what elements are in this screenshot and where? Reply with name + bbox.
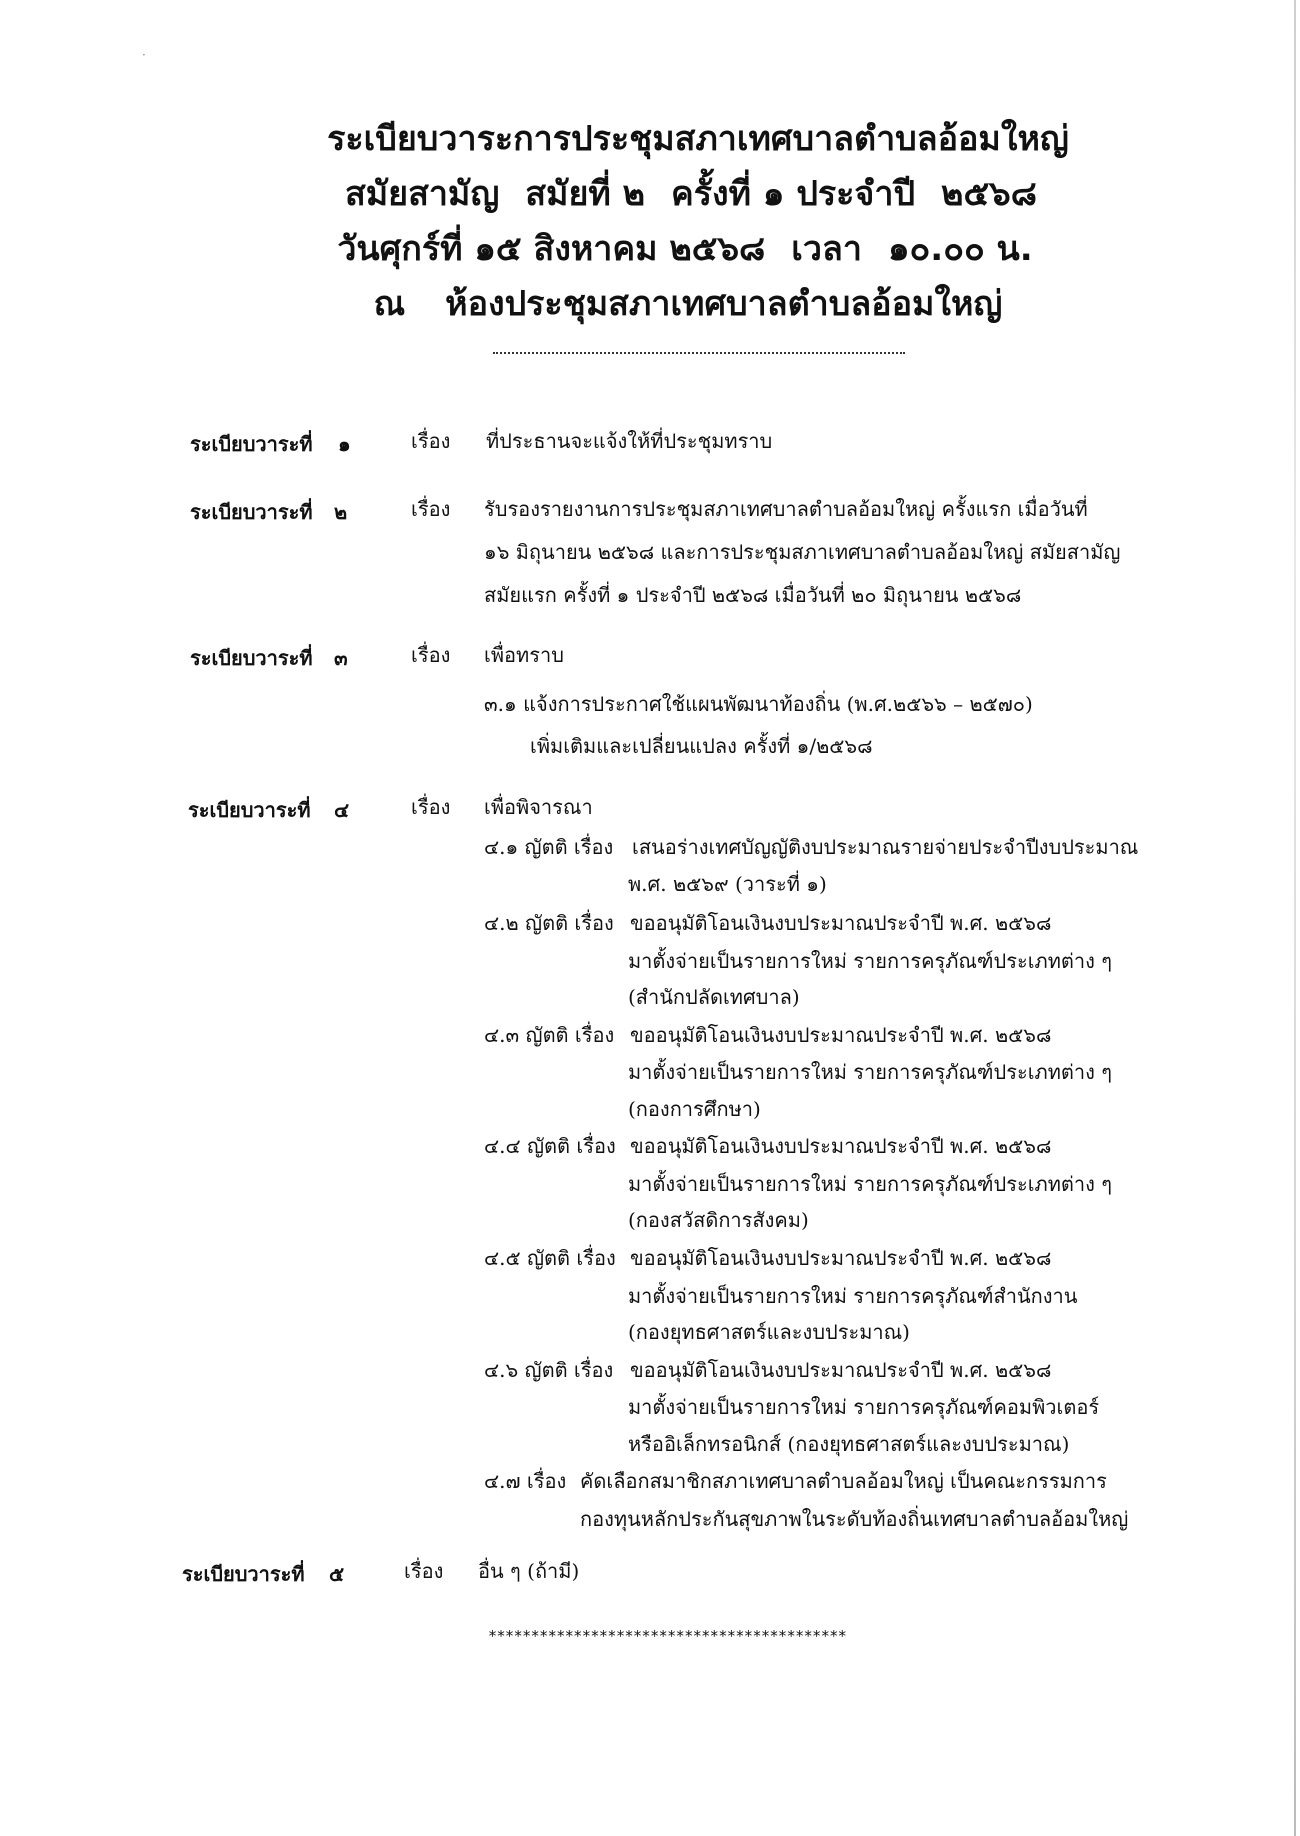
agenda-item-3-1-line-2: เพิ่มเติมและเปลี่ยนแปลง ครั้งที่ ๑/๒๕๖๘ bbox=[530, 734, 873, 758]
motion-4-3-head: ๔.๓ ญัตติ เรื่อง bbox=[484, 1023, 615, 1047]
item-4-7-line-2: กองทุนหลักประกันสุขภาพในระดับท้องถิ่นเทศบาลตำบลอ้อมใหญ่ bbox=[580, 1507, 1129, 1531]
item-4-7-head: ๔.๗ เรื่อง bbox=[484, 1469, 567, 1493]
agenda-item-5-number: ๕ bbox=[329, 1562, 345, 1586]
at-label: ณ bbox=[373, 284, 406, 324]
title-line-3 bbox=[70, 222, 1300, 277]
motion-4-4-line-3: (กองสวัสดิการสังคม) bbox=[628, 1208, 809, 1232]
agenda-item-3-label: ระเบียบวาระที่ bbox=[190, 646, 313, 670]
title-block bbox=[0, 112, 1300, 332]
motion-4-1-line-1: เสนอร่างเทศบัญญัติงบประมาณรายจ่ายประจำปีงบประมาณ bbox=[632, 835, 1139, 859]
time-label: เวลา bbox=[791, 229, 862, 269]
motion-4-5-line-1: ขออนุมัติโอนเงินงบประมาณประจำปี พ.ศ. ๒๕๖๘ bbox=[630, 1246, 1052, 1270]
agenda-item-5-label: ระเบียบวาระที่ bbox=[182, 1562, 305, 1586]
agenda-item-3-text: เพื่อทราบ bbox=[484, 643, 564, 667]
agenda-item-4-label: ระเบียบวาระที่ bbox=[188, 798, 311, 822]
session-number: สมัยที่ ๒ bbox=[525, 174, 646, 214]
motion-4-2-line-3: (สำนักปลัดเทศบาล) bbox=[628, 985, 800, 1009]
agenda-item-2-subject-word: เรื่อง bbox=[411, 497, 451, 521]
motion-4-2-head: ๔.๒ ญัตติ เรื่อง bbox=[484, 911, 614, 935]
motion-4-4-line-2: มาตั้งจ่ายเป็นรายการใหม่ รายการครุภัณฑ์ประเภทต่าง ๆ bbox=[628, 1172, 1113, 1196]
motion-4-2-line-2: มาตั้งจ่ายเป็นรายการใหม่ รายการครุภัณฑ์ประเภทต่าง ๆ bbox=[628, 949, 1113, 973]
agenda-item-2-line-1: รับรองรายงานการประชุมสภาเทศบาลตำบลอ้อมใหญ่ ครั้งแรก เมื่อวันที่ bbox=[484, 497, 1088, 521]
agenda-item-5-subject-word: เรื่อง bbox=[404, 1559, 444, 1583]
agenda-item-5-text: อื่น ๆ (ถ้ามี) bbox=[478, 1559, 580, 1583]
meeting-year: ๒๕๖๘ bbox=[941, 174, 1037, 214]
motion-4-6-head: ๔.๖ ญัตติ เรื่อง bbox=[484, 1358, 614, 1382]
motion-4-6-line-3: หรืออิเล็กทรอนิกส์ (กองยุทธศาสตร์และงบประมาณ) bbox=[628, 1432, 1070, 1456]
agenda-item-3-1-line-1: ๓.๑ แจ้งการประกาศใช้แผนพัฒนาท้องถิ่น (พ.ศ.๒๕๖๖ – ๒๕๗๐) bbox=[484, 692, 1033, 716]
scan-speck: · bbox=[142, 48, 146, 62]
motion-4-1-head: ๔.๑ ญัตติ เรื่อง bbox=[484, 835, 614, 859]
agenda-item-4-text: เพื่อพิจารณา bbox=[484, 795, 593, 819]
agenda-item-2-line-3: สมัยแรก ครั้งที่ ๑ ประจำปี ๒๕๖๘ เมื่อวันที่ ๒๐ มิถุนายน ๒๕๖๘ bbox=[484, 583, 1022, 607]
motion-4-5-head: ๔.๕ ญัตติ เรื่อง bbox=[484, 1246, 616, 1270]
motion-4-3-line-1: ขออนุมัติโอนเงินงบประมาณประจำปี พ.ศ. ๒๕๖๘ bbox=[630, 1023, 1052, 1047]
item-4-7-line-1: คัดเลือกสมาชิกสภาเทศบาลตำบลอ้อมใหญ่ เป็นคณะกรรมการ bbox=[580, 1469, 1107, 1493]
agenda-item-3-number: ๓ bbox=[334, 646, 348, 670]
agenda-item-1-subject-word: เรื่อง bbox=[411, 429, 451, 453]
title-line-4 bbox=[76, 277, 1300, 332]
session-type: สมัยสามัญ bbox=[344, 174, 500, 214]
meeting-date: วันศุกร์ที่ ๑๕ สิงหาคม ๒๕๖๘ bbox=[337, 229, 766, 269]
agenda-item-2-label: ระเบียบวาระที่ bbox=[190, 500, 313, 524]
agenda-item-4-number: ๔ bbox=[334, 798, 350, 822]
motion-4-1-line-2: พ.ศ. ๒๕๖๙ (วาระที่ ๑) bbox=[628, 872, 827, 896]
agenda-item-1-number: ๑ bbox=[338, 432, 351, 456]
meeting-time: ๑๐.๐๐ น. bbox=[887, 229, 1033, 269]
end-of-document-stars: ****************************************** bbox=[488, 1627, 847, 1645]
motion-4-6-line-1: ขออนุมัติโอนเงินงบประมาณประจำปี พ.ศ. ๒๕๖๘ bbox=[630, 1358, 1052, 1382]
meeting-number: ครั้งที่ ๑ ประจำปี bbox=[671, 174, 916, 214]
meeting-agenda-title: ระเบียบวาระการประชุมสภาเทศบาลตำบลอ้อมใหญ่ bbox=[327, 119, 1069, 159]
motion-4-5-line-3: (กองยุทธศาสตร์และงบประมาณ) bbox=[628, 1320, 910, 1344]
motion-4-5-line-2: มาตั้งจ่ายเป็นรายการใหม่ รายการครุภัณฑ์สำนักงาน bbox=[628, 1284, 1078, 1308]
motion-4-2-line-1: ขออนุมัติโอนเงินงบประมาณประจำปี พ.ศ. ๒๕๖๘ bbox=[630, 911, 1052, 935]
title-line-2 bbox=[82, 167, 1300, 222]
agenda-item-2-line-2: ๑๖ มิถุนายน ๒๕๖๘ และการประชุมสภาเทศบาลตำบลอ้อมใหญ่ สมัยสามัญ bbox=[484, 540, 1121, 564]
agenda-item-3-subject-word: เรื่อง bbox=[411, 643, 451, 667]
motion-4-3-line-2: มาตั้งจ่ายเป็นรายการใหม่ รายการครุภัณฑ์ประเภทต่าง ๆ bbox=[628, 1060, 1113, 1084]
motion-4-6-line-2: มาตั้งจ่ายเป็นรายการใหม่ รายการครุภัณฑ์คอมพิวเตอร์ bbox=[628, 1395, 1100, 1419]
title-divider bbox=[493, 352, 905, 354]
motion-4-3-line-3: (กองการศึกษา) bbox=[628, 1097, 761, 1121]
motion-4-4-line-1: ขออนุมัติโอนเงินงบประมาณประจำปี พ.ศ. ๒๕๖๘ bbox=[630, 1134, 1052, 1158]
title-line-1 bbox=[96, 112, 1300, 167]
meeting-venue: ห้องประชุมสภาเทศบาลตำบลอ้อมใหญ่ bbox=[445, 284, 1003, 324]
motion-4-4-head: ๔.๔ ญัตติ เรื่อง bbox=[484, 1134, 616, 1158]
agenda-item-4-subject-word: เรื่อง bbox=[411, 795, 451, 819]
agenda-item-2-number: ๒ bbox=[334, 500, 348, 524]
agenda-item-1-label: ระเบียบวาระที่ bbox=[190, 432, 313, 456]
agenda-item-1-text: ที่ประธานจะแจ้งให้ที่ประชุมทราบ bbox=[486, 429, 773, 453]
